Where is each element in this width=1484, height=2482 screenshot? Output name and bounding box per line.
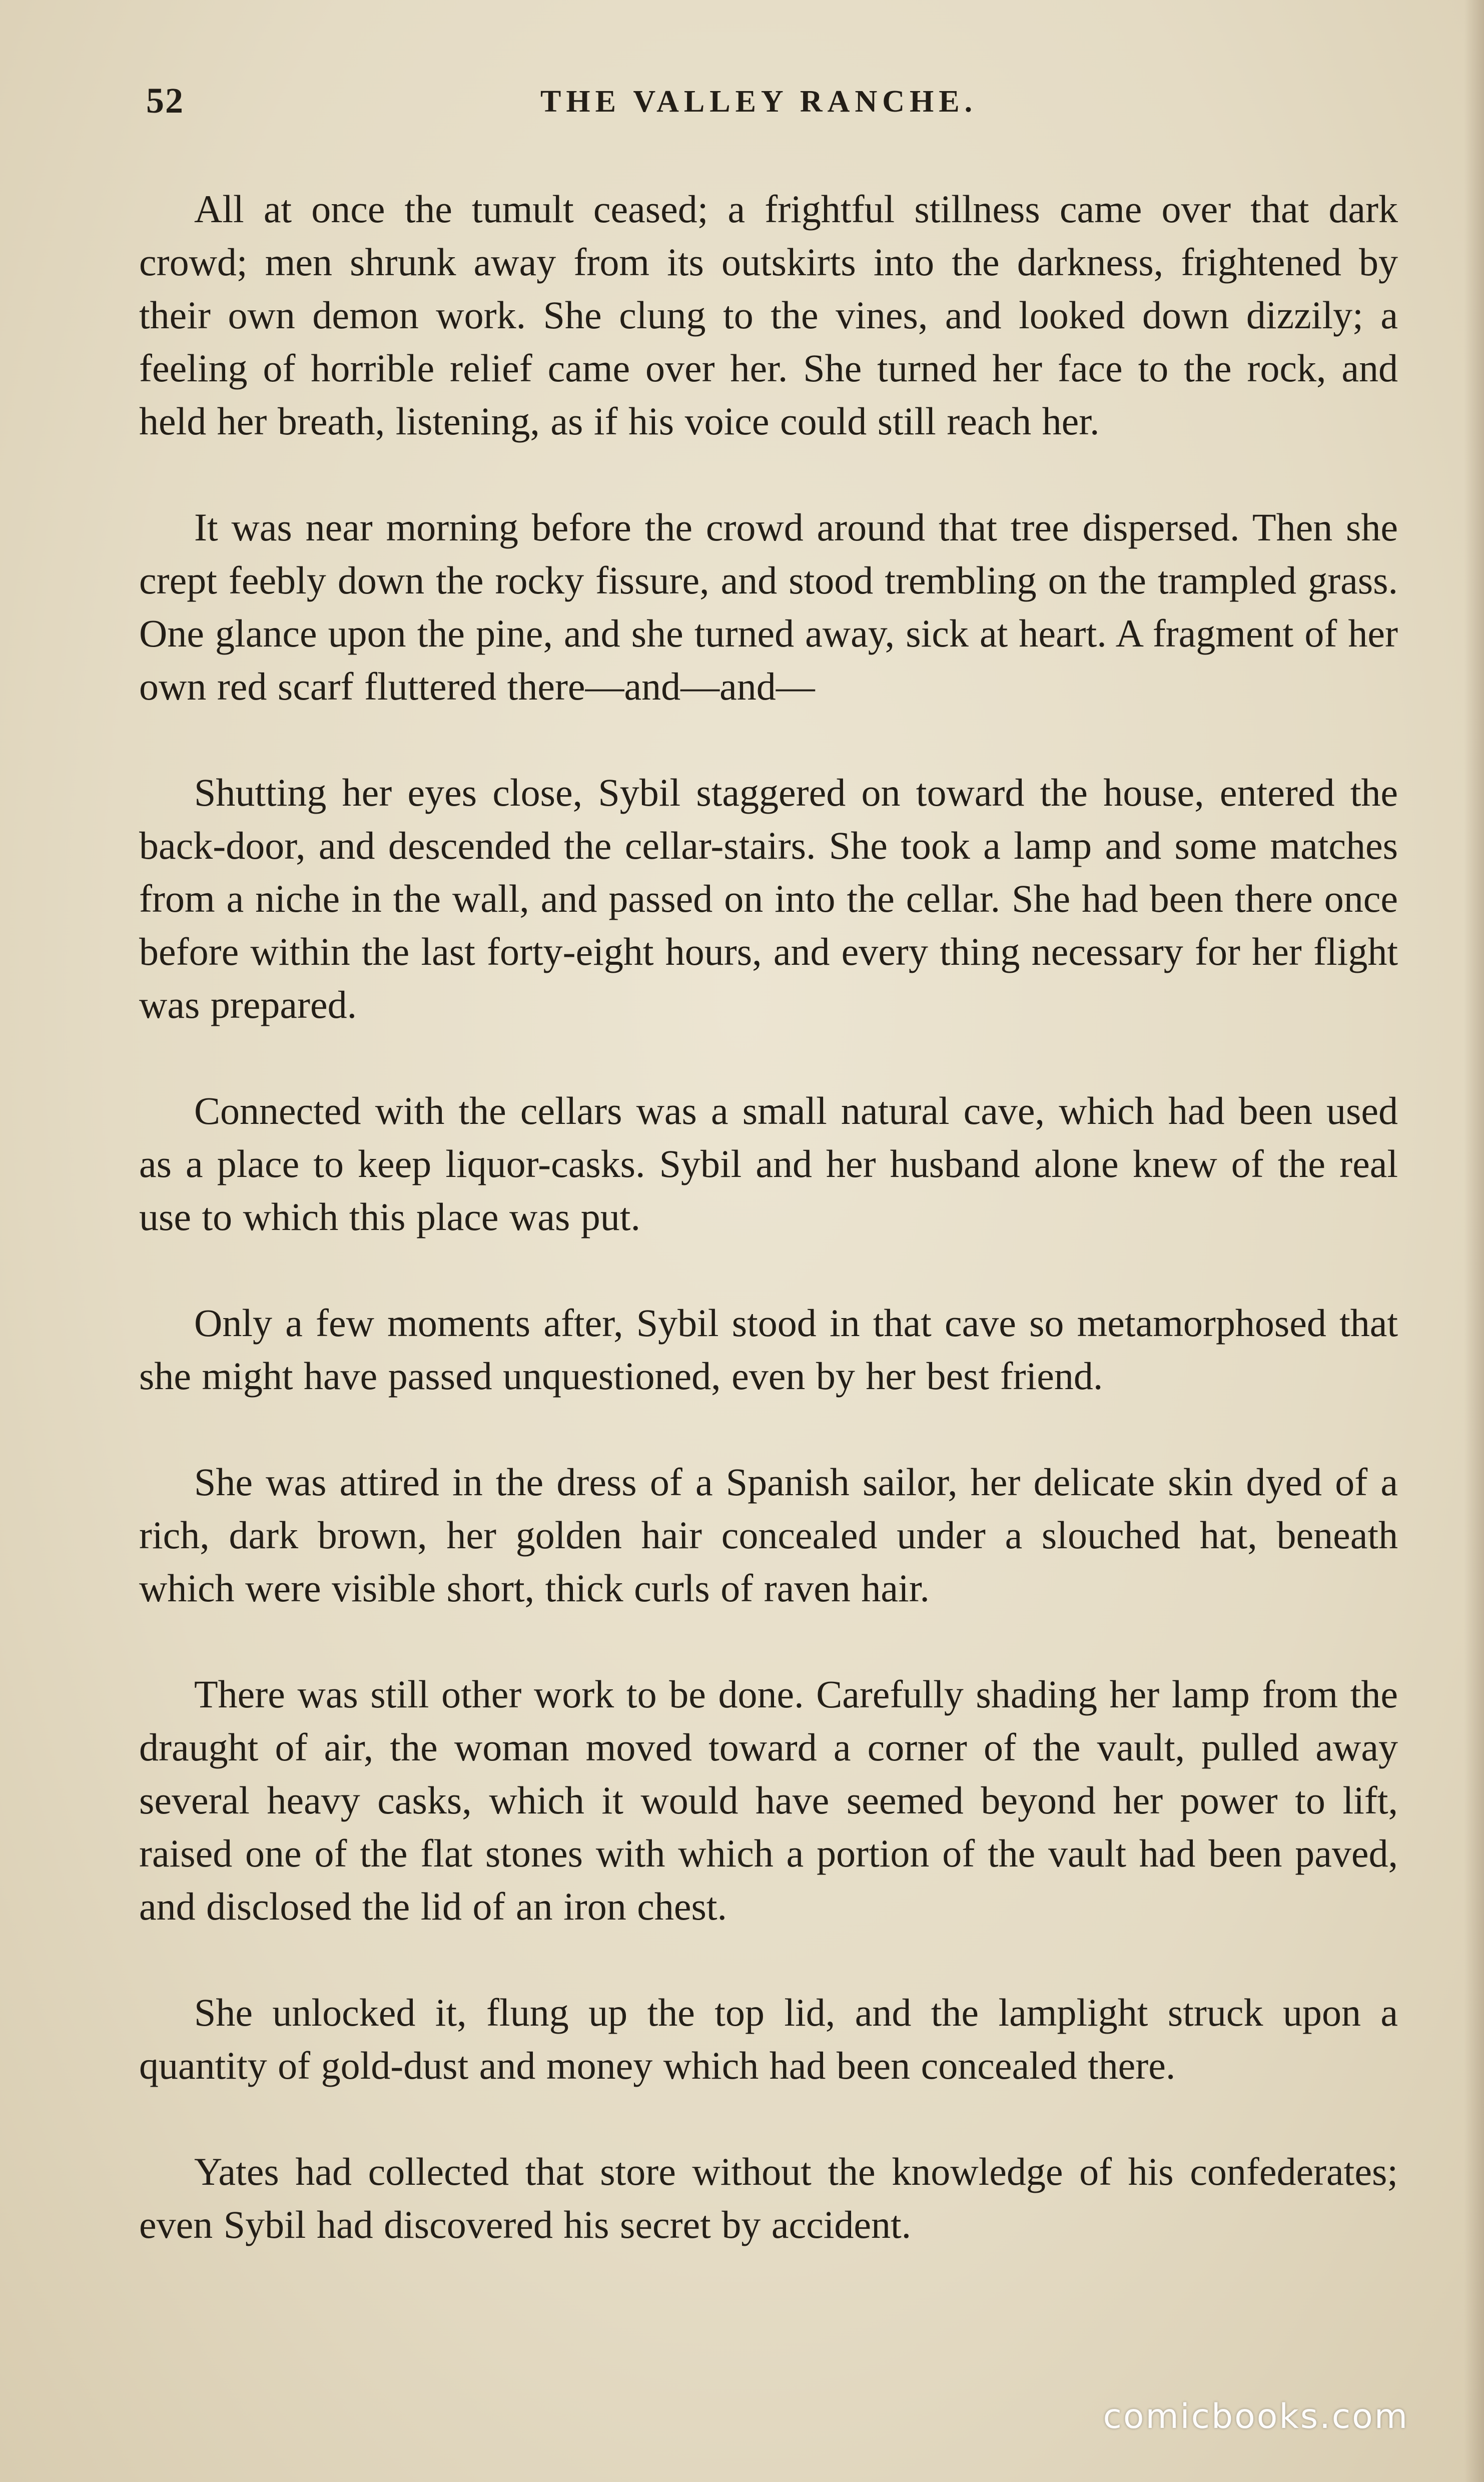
- running-head: THE VALLEY RANCHE.: [540, 85, 978, 119]
- paragraph: There was still other work to be done. Carefully shading her lamp from the draught of air, the woman moved toward a corner of the vault, pulled away several heavy casks, which it would have seemed beyond her power to lift, raised one of the flat stones with which a portion of the vault had been paved, and disclosed the lid of an iron chest.: [139, 1672, 1398, 1928]
- paragraph: Shutting her eyes close, Sybil staggered on toward the house, entered the back-door, and descended the cellar-stairs. She took a lamp and some matches from a niche in the wall, and passed on into the cellar. She had been there once before within the last forty-eight hours, and every thing necessary for her flight was prepared.: [139, 771, 1398, 1026]
- page-edge-shadow: [1464, 0, 1484, 2482]
- paragraph: She was attired in the dress of a Spanish sailor, her delicate skin dyed of a rich, dark brown, her golden hair concealed under a slouched hat, beneath which were visible short, thick curls of raven hair.: [139, 1460, 1398, 1610]
- watermark: comicbooks.com: [1103, 2397, 1409, 2436]
- paragraph: It was near morning before the crowd around that tree dispersed. Then she crept feebly down the rocky fissure, and stood trembling on the trampled grass. One glance upon the pine, and she turned away, sick at heart. A fragment of her own red scarf fluttered there—and—and—: [139, 505, 1398, 708]
- paragraph: All at once the tumult ceased; a frightful stillness came over that dark crowd; men shrunk away from its outskirts into the darkness, frightened by their own demon work. She clung to the vines, and looked down dizzily; a feeling of horrible relief came over her. She turned her face to the rock, and held her breath, listening, as if his voice could still reach her.: [139, 187, 1398, 443]
- body-text: [139, 183, 1398, 2251]
- paragraph: Only a few moments after, Sybil stood in that cave so metamorphosed that she might have passed unquestioned, even by her best friend.: [139, 1301, 1398, 1398]
- paragraph: Connected with the cellars was a small natural cave, which had been used as a place to keep liquor-casks. Sybil and her husband alone knew of the real use to which this place was put.: [139, 1089, 1398, 1238]
- paragraph: She unlocked it, flung up the top lid, and the lamplight struck upon a quantity of gold-dust and money which had been concealed there.: [139, 1991, 1398, 2087]
- page-header: [0, 75, 1484, 135]
- paragraph: Yates had collected that store without the knowledge of his confederates; even Sybil had discovered his secret by accident.: [139, 2150, 1398, 2246]
- page-number: 52: [146, 81, 184, 121]
